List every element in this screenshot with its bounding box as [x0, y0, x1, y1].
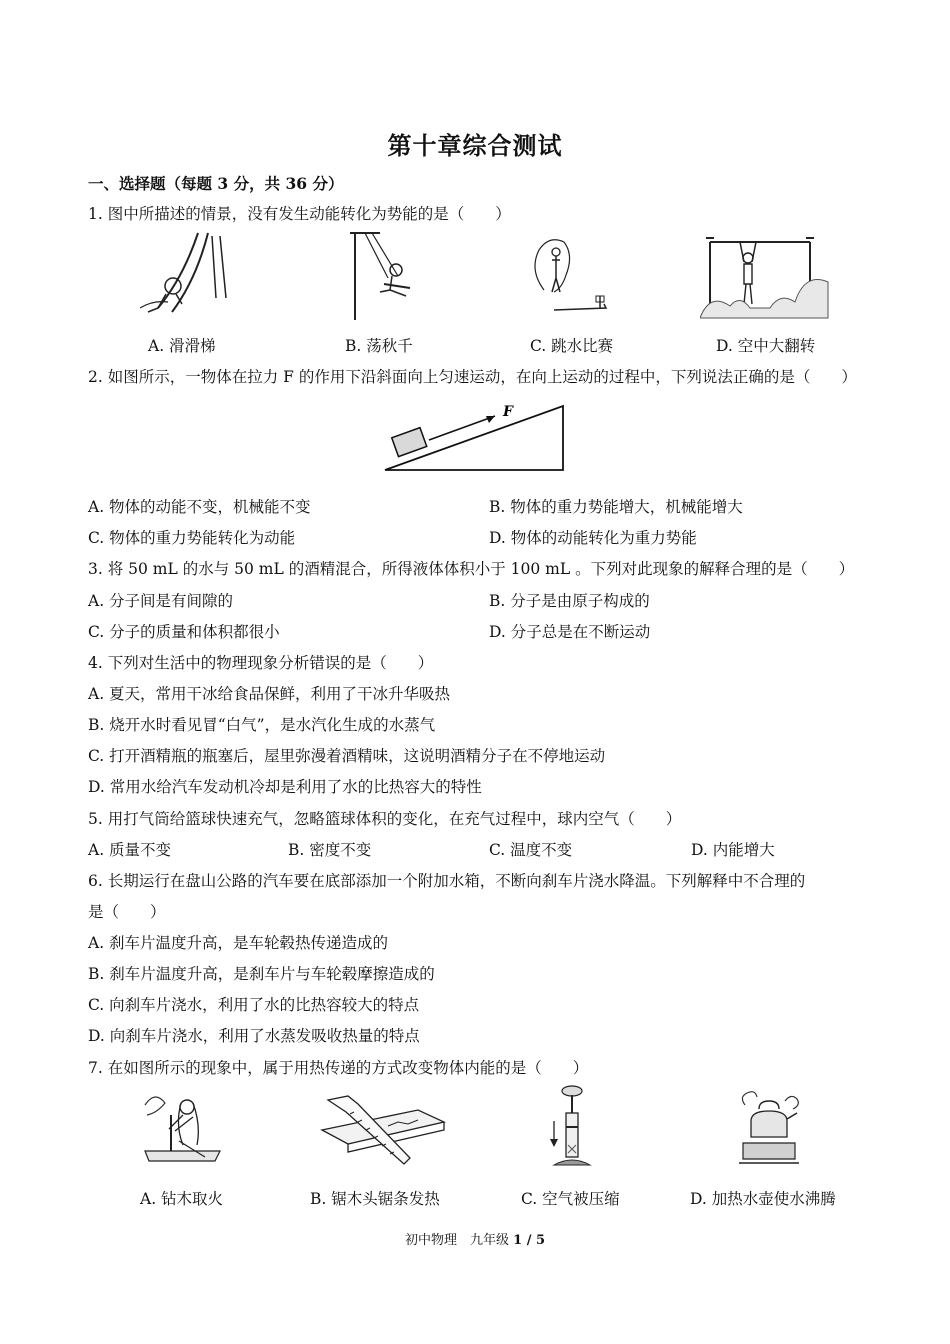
- q1-option-b: B. 荡秋千: [345, 337, 413, 355]
- boiling-kettle-illustration: [735, 1087, 805, 1167]
- page-number: 1 / 5: [513, 1233, 546, 1248]
- q6-option-a: A. 刹车片温度升高，是车轮毂热传递造成的: [88, 934, 389, 952]
- q1-option-a: A. 滑滑梯: [148, 337, 216, 355]
- swing-illustration: [340, 228, 430, 323]
- gymnastics-illustration: [700, 232, 830, 320]
- q4-option-b: B. 烧开水时看见冒“白气”，是水汽化生成的水蒸气: [88, 716, 436, 734]
- q2-option-c: C. 物体的重力势能转化为动能: [88, 529, 296, 547]
- q5-option-d: D. 内能增大: [691, 841, 775, 859]
- q2-option-d: D. 物体的动能转化为重力势能: [489, 529, 697, 547]
- diving-illustration: [524, 230, 614, 320]
- q5-stem: 5. 用打气筒给篮球快速充气，忽略篮球体积的变化，在充气过程中，球内空气（ ）: [88, 810, 682, 828]
- q6-option-d: D. 向刹车片浇水，利用了水蒸发吸收热量的特点: [88, 1027, 420, 1045]
- q2-option-a: A. 物体的动能不变，机械能不变: [88, 498, 311, 516]
- q2-option-b: B. 物体的重力势能增大，机械能增大: [489, 498, 743, 516]
- q5-option-b: B. 密度不变: [288, 841, 372, 859]
- q6-option-b: B. 刹车片温度升高，是刹车片与车轮毂摩擦造成的: [88, 965, 435, 983]
- q4-option-c: C. 打开酒精瓶的瓶塞后，屋里弥漫着酒精味，这说明酒精分子在不停地运动: [88, 747, 606, 765]
- q7-option-a: A. 钻木取火: [140, 1190, 224, 1208]
- q7-option-c: C. 空气被压缩: [521, 1190, 620, 1208]
- q2-stem: 2. 如图所示，一物体在拉力 F 的作用下沿斜面向上匀速运动，在向上运动的过程中，下列说法正确的是（ ）: [88, 368, 857, 386]
- q4-option-a: A. 夏天，常用干冰给食品保鲜，利用了干冰升华吸热: [88, 685, 451, 703]
- q6-option-c: C. 向刹车片浇水，利用了水的比热容较大的特点: [88, 996, 420, 1014]
- q7-option-b: B. 锯木头锯条发热: [310, 1190, 440, 1208]
- q3-stem: 3. 将 50 mL 的水与 50 mL 的酒精混合，所得液体体积小于 100 mL 。下列对此现象的解释合理的是（ ）: [88, 560, 855, 578]
- q1-stem: 1. 图中所描述的情景，没有发生动能转化为势能的是（ ）: [88, 205, 511, 223]
- slide-illustration: [138, 228, 238, 323]
- force-label: F: [503, 404, 513, 420]
- section-heading: 一、选择题（每题 3 分，共 36 分）: [88, 174, 344, 193]
- incline-diagram: [383, 400, 568, 475]
- sawing-illustration: [318, 1092, 448, 1167]
- page-title: 第十章综合测试: [387, 131, 563, 160]
- q3-option-c: C. 分子的质量和体积都很小: [88, 623, 280, 641]
- q4-option-d: D. 常用水给汽车发动机冷却是利用了水的比热容大的特性: [88, 778, 482, 796]
- footer-course: 初中物理 九年级: [404, 1233, 509, 1248]
- q6-stem-line2: 是（ ）: [88, 903, 166, 921]
- air-compression-illustration: [540, 1083, 600, 1173]
- q3-option-a: A. 分子间是有间隙的: [88, 592, 234, 610]
- q5-option-a: A. 质量不变: [88, 841, 172, 859]
- q3-option-b: B. 分子是由原子构成的: [489, 592, 650, 610]
- q3-option-d: D. 分子总是在不断运动: [489, 623, 651, 641]
- q7-option-d: D. 加热水壶使水沸腾: [690, 1190, 836, 1208]
- q1-option-c: C. 跳水比赛: [530, 337, 614, 355]
- q4-stem: 4. 下列对生活中的物理现象分析错误的是（ ）: [88, 654, 434, 672]
- q7-stem: 7. 在如图所示的现象中，属于用热传递的方式改变物体内能的是（ ）: [88, 1059, 589, 1077]
- q6-stem-line1: 6. 长期运行在盘山公路的汽车要在底部添加一个附加水箱，不断向刹车片浇水降温。下列解释中不合理的: [88, 872, 806, 890]
- q1-option-d: D. 空中大翻转: [716, 337, 816, 355]
- drilling-fire-illustration: [135, 1085, 230, 1170]
- q5-option-c: C. 温度不变: [489, 841, 573, 859]
- page-footer: [0, 1229, 950, 1248]
